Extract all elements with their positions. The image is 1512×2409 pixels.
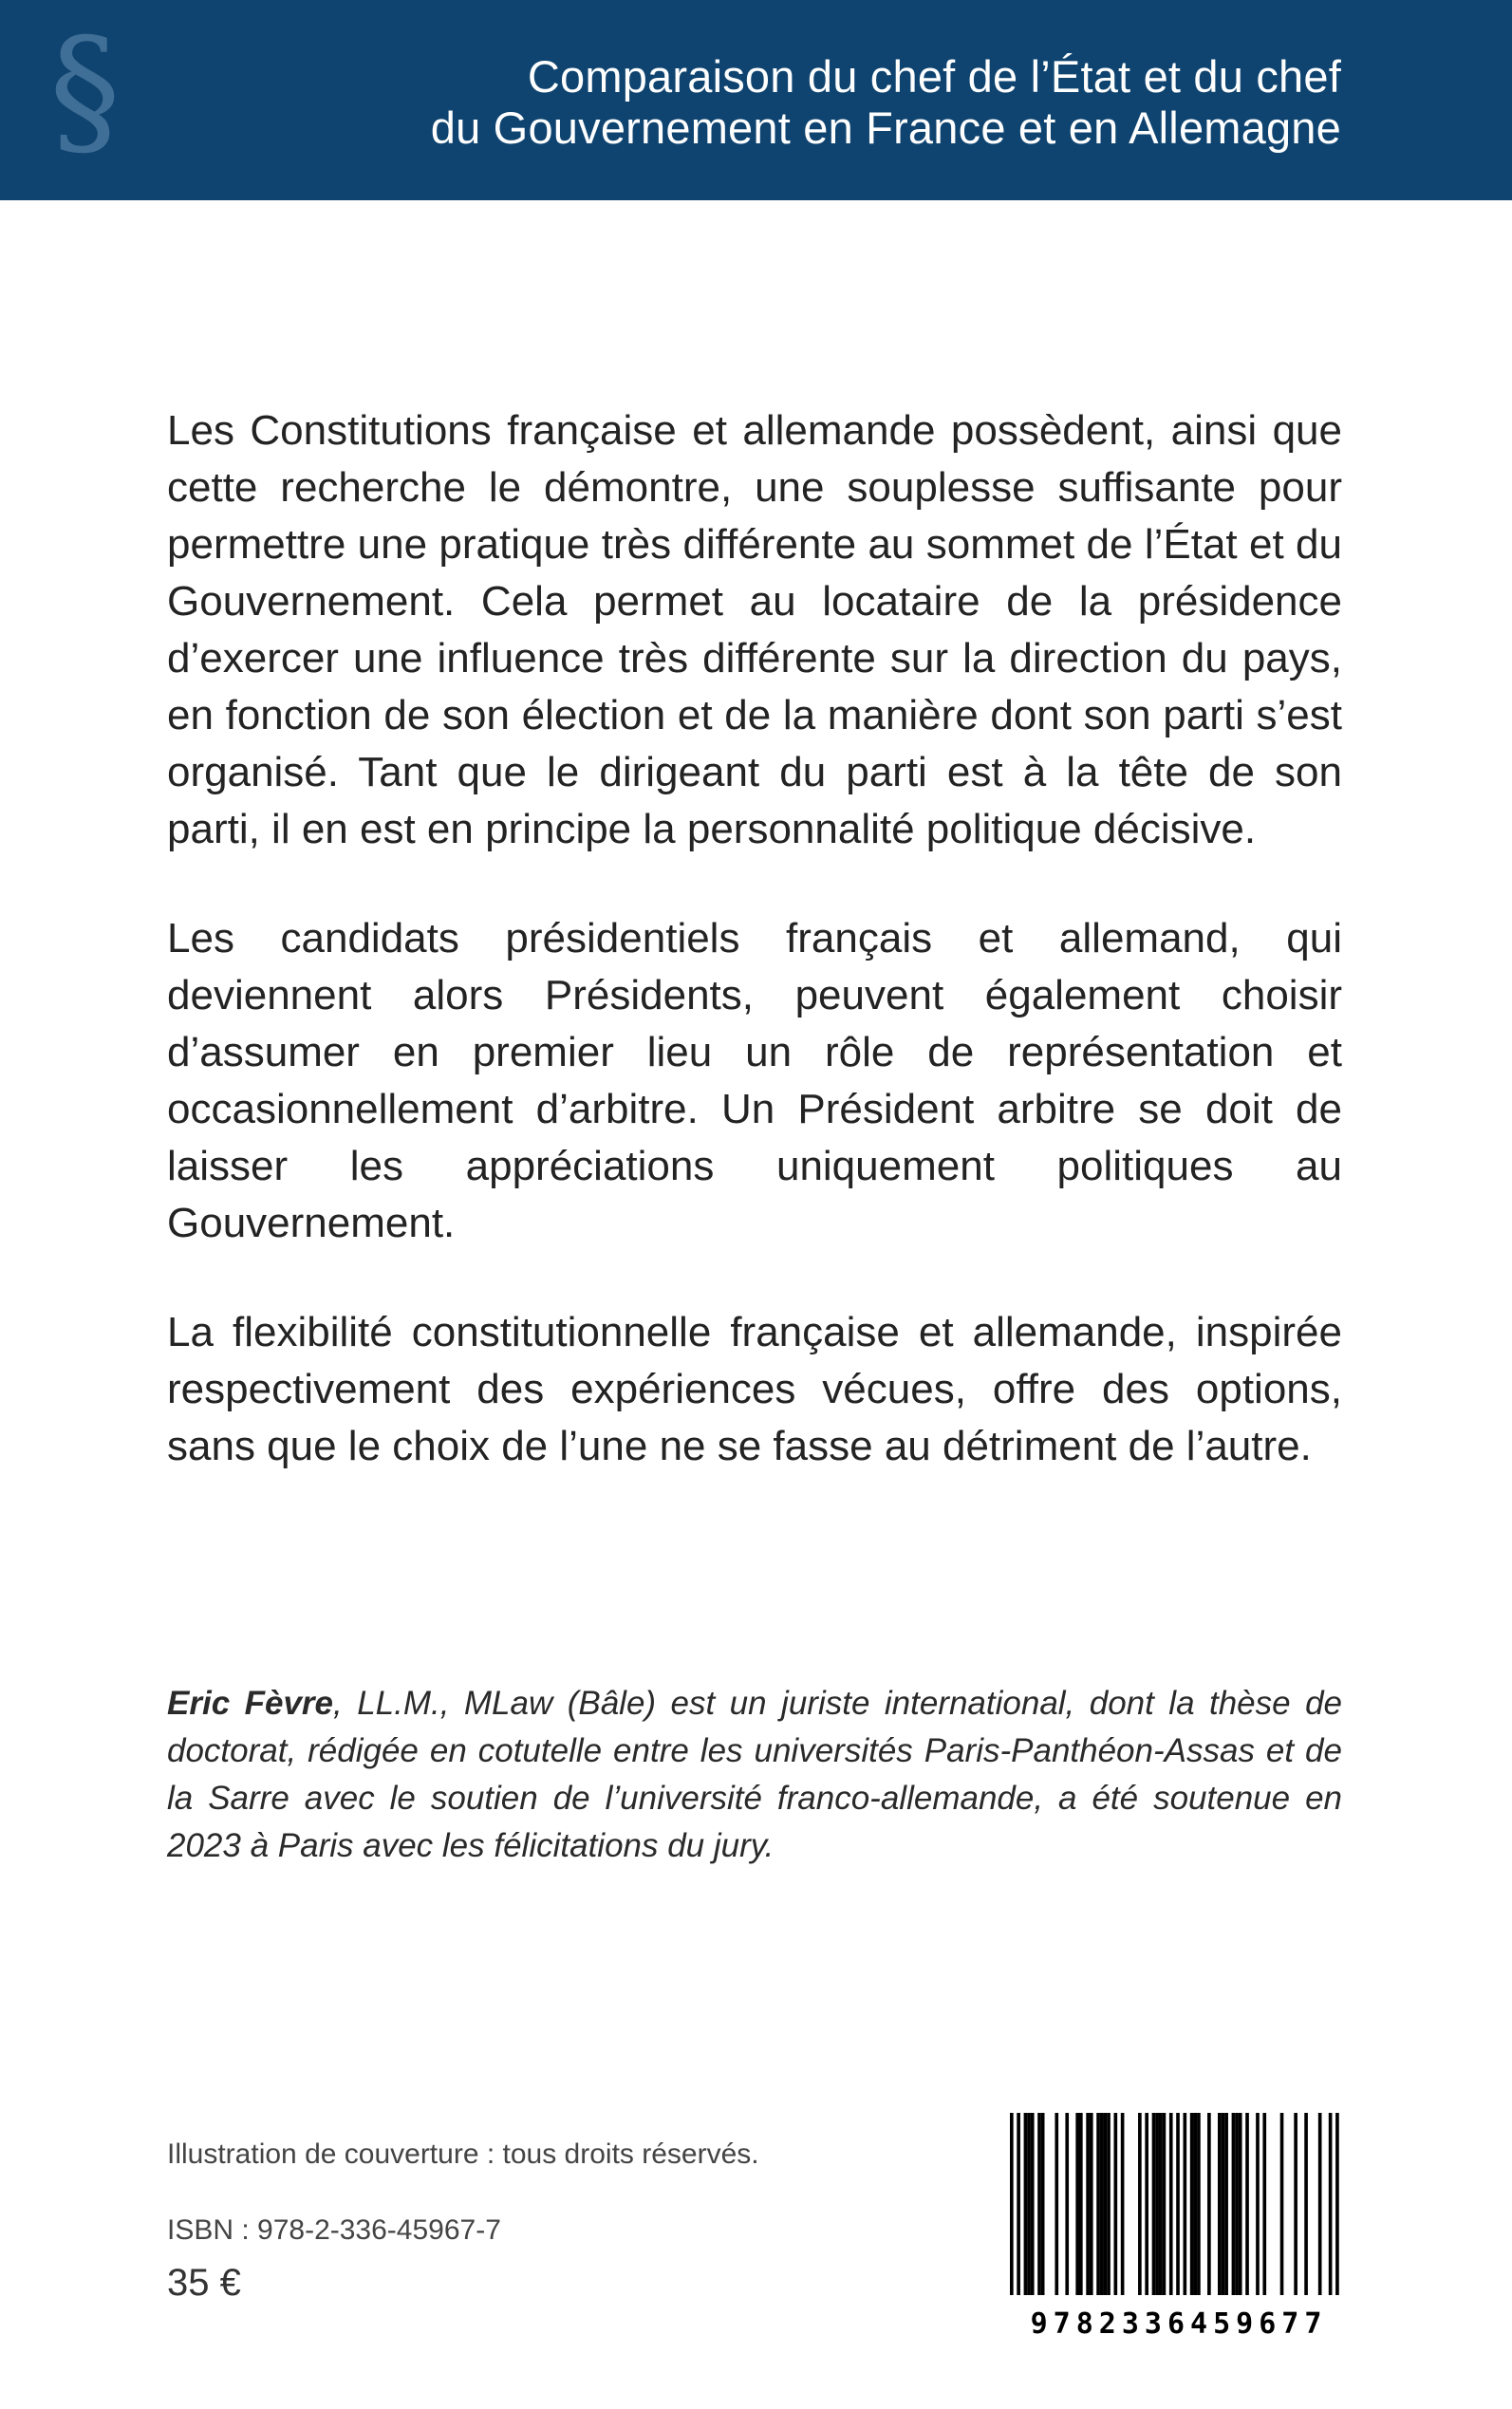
barcode-bar bbox=[1294, 2113, 1297, 2295]
barcode-bar bbox=[1100, 2113, 1104, 2295]
book-title-line-1: Comparaison du chef de l’État et du chef bbox=[527, 51, 1341, 102]
book-title bbox=[297, 51, 1341, 154]
barcode-bar bbox=[1235, 2113, 1239, 2295]
isbn: ISBN : 978-2-336-45967-7 bbox=[167, 2214, 501, 2246]
summary-paragraph-3: La flexibilité constitutionnelle française et allemande, inspirée respectivement des expériences vécues, offre des options, sans que le choix de l’une ne se fasse au détriment de l’autre. bbox=[167, 1309, 1342, 1469]
barcode-bar bbox=[1176, 2113, 1180, 2295]
barcode-bar bbox=[1010, 2113, 1014, 2295]
cover-header-band bbox=[0, 0, 1512, 200]
barcode-bar bbox=[1207, 2113, 1211, 2295]
author-bio bbox=[167, 1680, 1342, 1870]
barcode-bar bbox=[1155, 2113, 1159, 2295]
barcode-bar bbox=[1280, 2113, 1284, 2295]
barcode-bar bbox=[1027, 2113, 1031, 2295]
barcode-bar bbox=[1107, 2113, 1111, 2295]
barcode-bar bbox=[1086, 2113, 1090, 2295]
barcode-bar bbox=[1114, 2113, 1118, 2295]
book-title-line-2: du Gouvernement en France et en Allemagne bbox=[430, 103, 1341, 153]
summary-paragraph-2: Les candidats présidentiels français et allemand, qui deviennent alors Présidents, peuvent également choisir d’assumer en premier lieu un rôle de représentation et occasionnellement d’arbitre. Un Président arbitre se doit de laisser les appréciations uniquement politiques au Gouvernement. bbox=[167, 915, 1342, 1246]
barcode-bar bbox=[1232, 2113, 1236, 2295]
barcode-bar bbox=[1079, 2113, 1083, 2295]
barcode-graphic bbox=[1004, 2109, 1353, 2341]
barcode-bar bbox=[1262, 2113, 1266, 2295]
barcode-digits: 9782336459677 bbox=[1030, 2307, 1328, 2341]
barcode-bar bbox=[1169, 2113, 1173, 2295]
barcode-bar bbox=[1017, 2113, 1020, 2295]
barcode-bar bbox=[1075, 2113, 1079, 2295]
barcode-bar bbox=[1218, 2113, 1222, 2295]
barcode-bar bbox=[1190, 2113, 1194, 2295]
barcode-bar bbox=[1245, 2113, 1249, 2295]
barcode-bar bbox=[1055, 2113, 1058, 2295]
author-name: Eric Fèvre bbox=[167, 1685, 334, 1722]
barcode-bar bbox=[1138, 2113, 1142, 2295]
barcode-bar bbox=[1096, 2113, 1100, 2295]
barcode bbox=[1004, 2109, 1353, 2341]
barcode-bar bbox=[1145, 2113, 1148, 2295]
barcode-bar bbox=[1024, 2113, 1028, 2295]
barcode-bar bbox=[1031, 2113, 1035, 2295]
barcode-bar bbox=[1304, 2113, 1308, 2295]
barcode-bar bbox=[1159, 2113, 1163, 2295]
barcode-bar bbox=[1318, 2113, 1322, 2295]
barcode-bar bbox=[1239, 2113, 1242, 2295]
barcode-bar bbox=[1224, 2113, 1228, 2295]
summary-paragraph-1: Les Constitutions française et allemande possèdent, ainsi que cette recherche le démontre, une souplesse suffisante pour permettre une pratique très différente au sommet de l’État et du Gouvernement. Cela permet au locataire de la présidence d’exercer une influence très différente sur la direction du pays, en fonction de son élection et de la manière dont son parti s’est organisé. Tant que le dirigeant du parti est à la tête de son parti, il en est en principe la personnalité politique décisive. bbox=[167, 407, 1342, 852]
barcode-bar bbox=[1163, 2113, 1167, 2295]
barcode-bar bbox=[1065, 2113, 1069, 2295]
barcode-bar bbox=[1193, 2113, 1197, 2295]
barcode-bar bbox=[1197, 2113, 1201, 2295]
barcode-bar bbox=[1037, 2113, 1041, 2295]
illustration-credit: Illustration de couverture : tous droits réservés. bbox=[167, 2138, 759, 2170]
barcode-bar bbox=[1329, 2113, 1333, 2295]
barcode-bar bbox=[1222, 2113, 1225, 2295]
barcode-bar bbox=[1184, 2113, 1187, 2295]
author-bio-text: , LL.M., MLaw (Bâle) est un juriste international, dont la thèse de doctorat, rédigée en cotutelle entre les universités Paris-Panthéon-Assas et de la Sarre avec le soutien de l’université franco-allemande, a été soutenue en 2023 à Paris avec les félicitations du jury. bbox=[167, 1685, 1343, 1864]
barcode-bar bbox=[1256, 2113, 1260, 2295]
barcode-bar bbox=[1090, 2113, 1093, 2295]
barcode-bar bbox=[1041, 2113, 1045, 2295]
barcode-bar bbox=[1104, 2113, 1108, 2295]
barcode-bar bbox=[1152, 2113, 1156, 2295]
section-sign-icon: § bbox=[49, 9, 121, 174]
barcode-bar bbox=[1121, 2113, 1125, 2295]
barcode-bar bbox=[1335, 2113, 1339, 2295]
price: 35 € bbox=[167, 2262, 241, 2304]
summary-text bbox=[167, 402, 1342, 1527]
